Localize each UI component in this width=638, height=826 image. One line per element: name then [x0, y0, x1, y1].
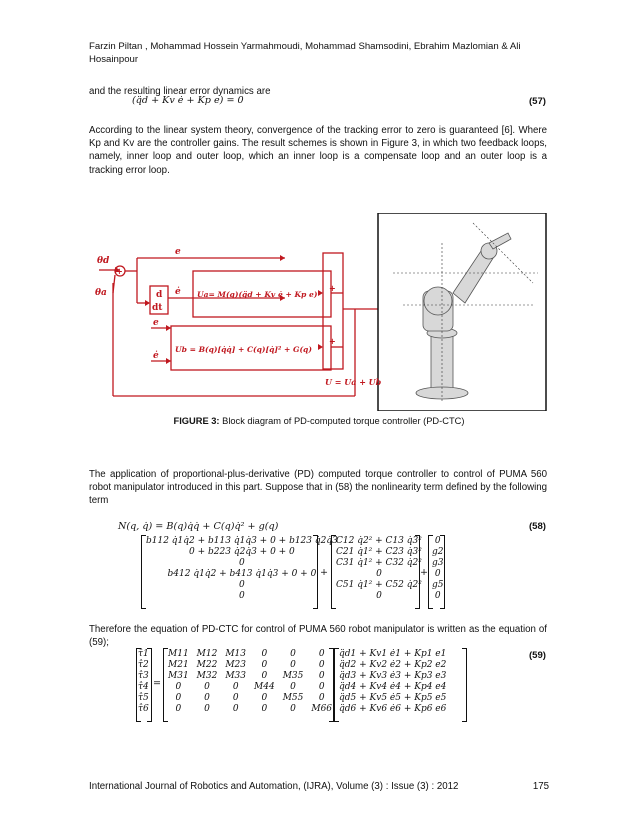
figure-3-block-diagram	[93, 213, 548, 411]
m-matrix-cell: 0	[261, 649, 268, 659]
m-matrix-cell: M31	[168, 671, 189, 681]
matrix-g-terms	[428, 536, 448, 602]
equation-57-number: (57)	[528, 96, 546, 107]
label-e-low: e	[153, 318, 159, 328]
label-theta-a: θa	[95, 288, 107, 298]
m-matrix-cell: M32	[196, 671, 218, 681]
ua-block-text: Ua= M(q)(q̈d + Kv ė + Kp e)	[197, 290, 318, 299]
m-matrix-cell: M44	[254, 682, 275, 692]
label-sum-plus-bottom: +	[329, 336, 336, 346]
m-matrix-cell: M22	[196, 660, 218, 670]
tau-entry: τ̂5	[138, 693, 149, 703]
m-matrix-cell: 0	[261, 704, 268, 714]
block-diagram-svg	[93, 213, 548, 411]
m-matrix-cell: 0	[204, 682, 210, 692]
vector-rhs-terms	[335, 649, 450, 715]
m-matrix-cell: 0	[318, 671, 325, 681]
m-matrix-cell: 0	[290, 682, 296, 692]
m-matrix-cell: M13	[225, 649, 247, 659]
b-matrix-row: b112 q̇1q̇2 + b113 q̇1q̇3 + 0 + b123 q̇2q̇3	[146, 536, 338, 546]
equals-sign: =	[153, 678, 162, 689]
m-matrix-cell: 0	[290, 660, 296, 670]
figure-3-caption	[0, 416, 638, 426]
matrix-m-inertia	[164, 649, 336, 715]
g-matrix-row: g2	[432, 547, 444, 557]
tau-entry: τ̂3	[138, 671, 149, 681]
plus-sign-2: +	[420, 567, 429, 578]
m-matrix-cell: 0	[318, 649, 325, 659]
label-e-dot-2: ė	[153, 351, 159, 361]
b-matrix-row: 0	[239, 580, 245, 590]
matrix-b-terms	[142, 536, 342, 602]
puma-robot-illustration	[378, 213, 546, 411]
label-u-total: U = Ua + Ub	[325, 377, 382, 387]
label-d: d	[156, 290, 163, 300]
m-matrix-cell: M12	[196, 649, 218, 659]
rhs-entry: q̈d6 + Kv6 ė6 + Kp6 e6	[339, 704, 447, 714]
m-matrix-cell: 0	[204, 704, 210, 714]
m-matrix-cell: 0	[290, 704, 296, 714]
m-matrix-cell: 0	[204, 693, 210, 703]
page-footer	[89, 781, 549, 792]
m-matrix-cell: 0	[175, 693, 182, 703]
tau-entry: τ̂1	[138, 649, 149, 659]
equation-58-lhs: N(q, q̇) = B(q)q̇q̇ + C(q)q̇² + g(q)	[118, 521, 279, 532]
m-matrix-cell: 0	[175, 682, 182, 692]
label-e-dot: ė	[175, 287, 181, 297]
g-matrix-row: 0	[434, 536, 441, 546]
m-matrix-cell: 0	[261, 693, 268, 703]
b-matrix-row: 0	[239, 558, 245, 568]
c-matrix-row: 0	[376, 569, 382, 579]
label-e-top: e	[175, 247, 181, 257]
vector-tau	[134, 649, 153, 715]
caption-text: Block diagram of PD-computed torque controller (PD-CTC)	[219, 416, 465, 426]
m-matrix-cell: 0	[318, 682, 325, 692]
c-matrix-row: C31 q̇1² + C32 q̇2²	[336, 558, 422, 568]
m-matrix-cell: 0	[290, 649, 296, 659]
g-matrix-row: g3	[432, 558, 444, 568]
label-dt: dt	[152, 303, 163, 313]
m-matrix-cell: 0	[261, 660, 268, 670]
g-matrix-row: g5	[432, 580, 444, 590]
plus-sign-1: +	[320, 567, 329, 578]
m-matrix-cell: M66	[311, 704, 333, 714]
m-matrix-cell: 0	[232, 682, 239, 692]
g-matrix-row: 0	[434, 591, 441, 601]
b-matrix-row: b412 q̇1q̇2 + b413 q̇1q̇3 + 0 + 0	[167, 569, 317, 579]
c-matrix-row: 0	[376, 591, 382, 601]
g-matrix-row: 0	[434, 569, 441, 579]
c-matrix-row: C51 q̇1² + C52 q̇2²	[336, 580, 422, 590]
c-matrix-row: C12 q̇2² + C13 q̇3²	[336, 536, 422, 546]
rhs-entry: q̈d5 + Kv5 ė5 + Kp5 e5	[339, 693, 447, 703]
m-matrix-cell: 0	[232, 704, 239, 714]
journal-citation: International Journal of Robotics and Automation, (IJRA), Volume (3) : Issue (3) : 2012	[89, 781, 459, 792]
tau-entry: τ̂2	[138, 660, 149, 670]
ub-block-text: Ub = B(q)[q̇q̇] + C(q)[q̇]² + G(q)	[175, 345, 312, 354]
equation-58-number: (58)	[528, 521, 546, 532]
paragraph-pd-ctc-application: The application of proportional-plus-derivative (PD) computed torque controller to control of PUMA 560 robot manipulator introduced in this part. Suppose that in (58) the nonlinearity term defined by the following term	[89, 469, 547, 507]
tau-entry: τ̂4	[138, 682, 149, 692]
b-matrix-row: 0	[239, 591, 245, 601]
page-number: 175	[532, 781, 549, 792]
m-matrix-cell: M21	[168, 660, 189, 670]
m-matrix-cell: 0	[175, 704, 182, 714]
rhs-entry: q̈d1 + Kv1 ė1 + Kp1 e1	[339, 649, 447, 659]
rhs-entry: q̈d3 + Kv3 ė3 + Kp3 e3	[339, 671, 447, 681]
paragraph-pd-ctc-equation: Therefore the equation of PD-CTC for control of PUMA 560 robot manipulator is written as the equation of (59);	[89, 624, 547, 649]
caption-label: FIGURE 3:	[173, 416, 220, 426]
m-matrix-cell: M55	[282, 693, 304, 703]
m-matrix-cell: 0	[318, 693, 325, 703]
m-matrix-cell: 0	[318, 660, 325, 670]
rhs-entry: q̈d4 + Kv4 ė4 + Kp4 e4	[339, 682, 447, 692]
paragraph-error-dynamics: and the resulting linear error dynamics are	[89, 86, 271, 97]
rhs-entry: q̈d2 + Kv2 ė2 + Kp2 e2	[339, 660, 447, 670]
label-theta-d: θd	[97, 256, 110, 266]
equation-57: (q̈d + Kv ė + Kp e) = 0	[132, 95, 244, 106]
tau-entry: τ̂6	[138, 704, 149, 714]
label-plus: +	[116, 266, 123, 276]
m-matrix-cell: M11	[168, 649, 189, 659]
paragraph-linear-theory: According to the linear system theory, convergence of the tracking error to zero is guaranteed [6]. Where Kp and Kv are the controller gains. The result schemes is shown in Figure 3, in which two feedback loops, namely, inner loop and outer loop, which an inner loop is a compensate loop and an outer loop is a tracking error loop.	[89, 125, 547, 176]
m-matrix-cell: M23	[225, 660, 247, 670]
m-matrix-cell: M33	[225, 671, 247, 681]
m-matrix-cell: 0	[232, 693, 239, 703]
equation-59-number: (59)	[528, 650, 546, 661]
running-header: Farzin Piltan , Mohammad Hossein Yarmahmoudi, Mohammad Shamsodini, Ebrahim Mazlomian & Ali Hosainpour	[89, 41, 521, 65]
m-matrix-cell: 0	[261, 671, 268, 681]
matrix-c-terms	[332, 536, 429, 602]
b-matrix-row: 0 + b223 q̇2q̇3 + 0 + 0	[189, 547, 295, 557]
m-matrix-cell: M35	[282, 671, 304, 681]
label-sum-plus-top: +	[329, 283, 336, 293]
c-matrix-row: C21 q̇1² + C23 q̇3²	[336, 547, 422, 557]
